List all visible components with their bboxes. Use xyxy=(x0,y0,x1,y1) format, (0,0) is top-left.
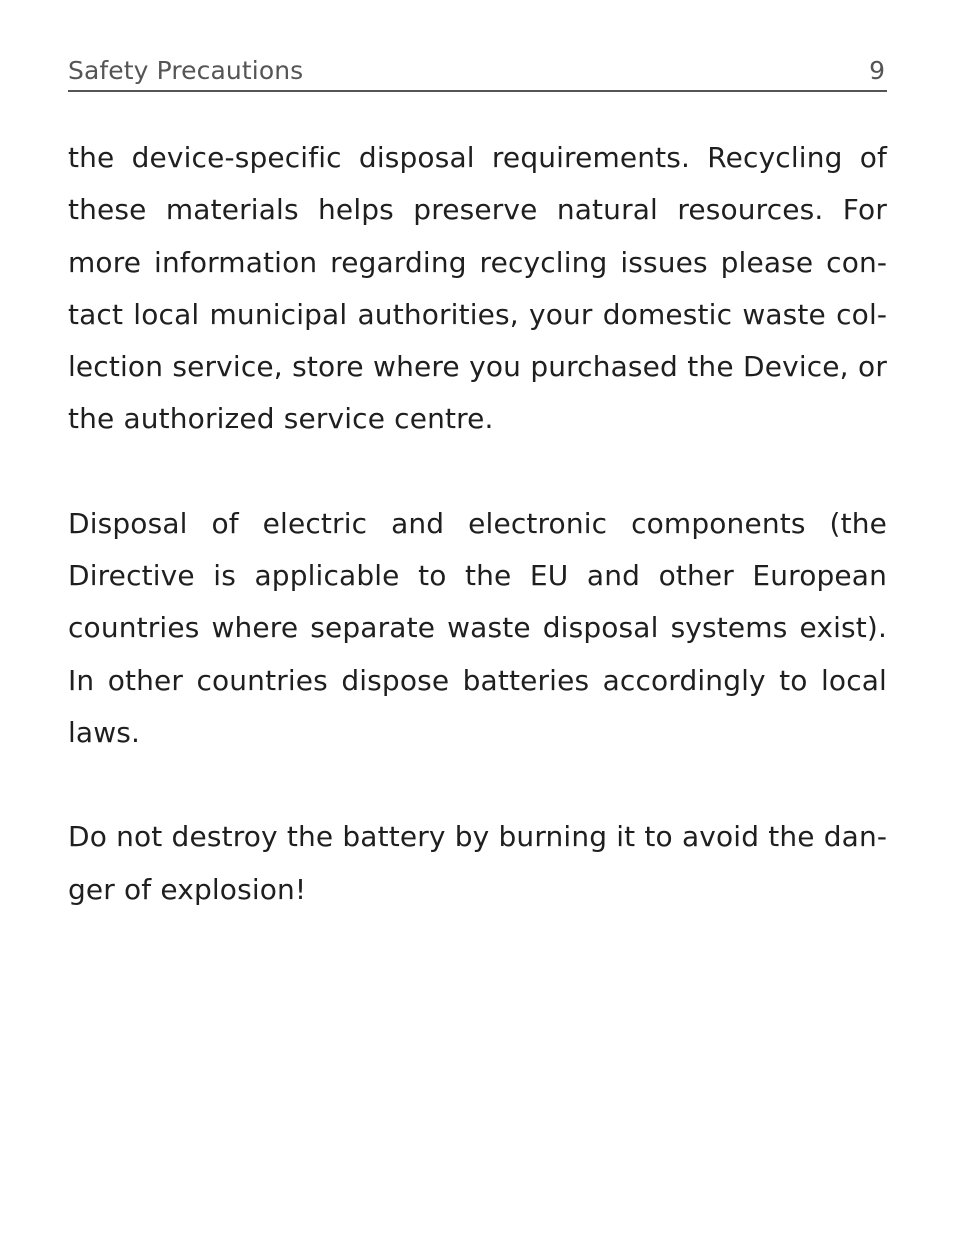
paragraph-disposal-directive: Disposal of electric and electronic components (the Directive is applicable to the EU and other European countries where separate waste disposal systems exist). In other countries dispose batteries accordingly to local laws. xyxy=(68,506,887,749)
paragraph-recycling: the device-specific disposal requirements. Recycling of these materials helps preserve natural resources. For more information regarding recycling issues please contact local municipal authorities, your domestic waste collection service, store where you purchased the Device, or the authorized service centre. xyxy=(68,141,887,436)
page-number: 9 xyxy=(869,56,885,85)
body-text xyxy=(68,132,887,916)
paragraph-battery-warning: Do not destroy the battery by burning it to avoid the danger of explosion! xyxy=(68,820,887,906)
section-title: Safety Precautions xyxy=(68,56,304,85)
running-header xyxy=(68,52,887,92)
